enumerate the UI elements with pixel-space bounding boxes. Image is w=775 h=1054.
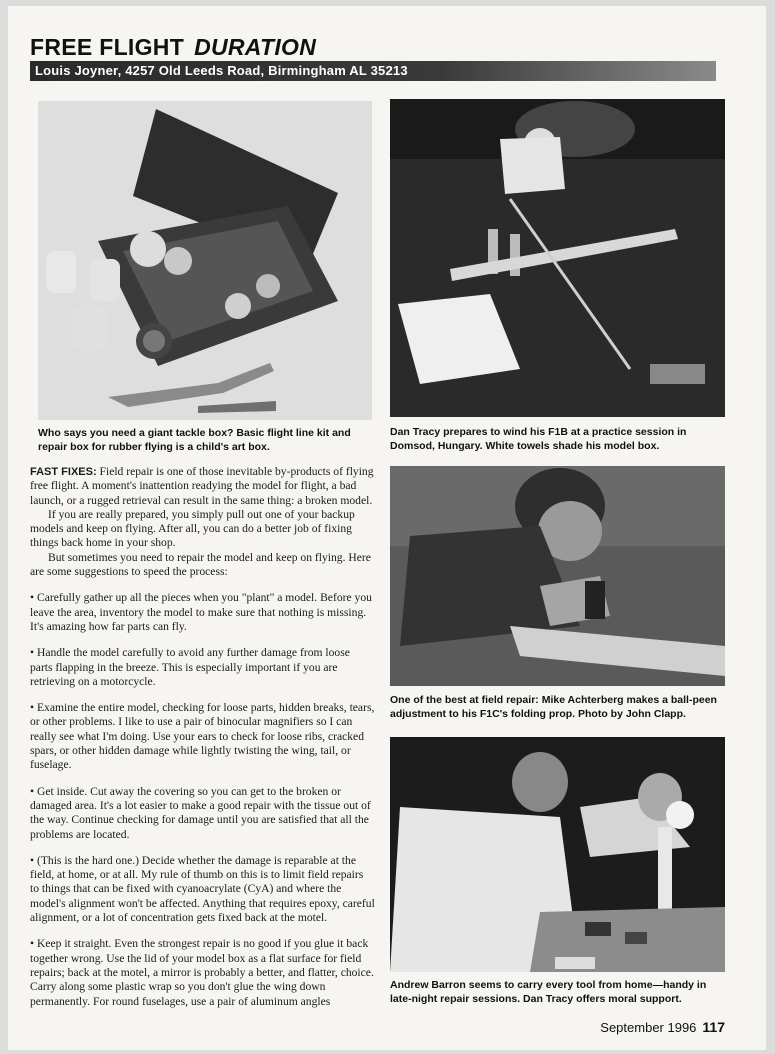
paragraph-intro (30, 465, 375, 508)
author-bar (30, 61, 716, 81)
bullet-handle-carefully: • Handle the model carefully to avoid any further damage from loose parts flapping in the breeze. This is especially important if you are retrieving on a motorcycle. (30, 646, 350, 688)
photo-tackle-box (38, 101, 372, 420)
photo-dan-tracy (390, 99, 725, 417)
page-number: 117 (702, 1019, 725, 1035)
paragraph-suggestions: But sometimes you need to repair the model and keep on flying. Here are some suggestions to speed the process: (30, 550, 371, 579)
bullet-get-inside: • Get inside. Cut away the covering so you can get to the broken or damaged area. It's a lot easier to make a good repair with the tissue out of the way. Continue checking for damage until you are satisfied that all the problems are located. (30, 784, 371, 841)
page-footer (600, 1019, 725, 1035)
paragraph-intro-text: Field repair is one of those inevitable by-products of flying free flight. A moment's inattention readying the model for flight, a bad launch, or a rugged retrieval can result in the same thing: a broken model. (30, 465, 374, 507)
title-main: FREE FLIGHT (30, 34, 185, 60)
title-accent: DURATION (194, 34, 317, 60)
bullet-keep-straight: • Keep it straight. Even the strongest repair is no good if you glue it back together wrong. Use the lid of your model box as a flat surface for field repairs; back at the motel, a mirror is probably a better, and flatter, choice. Carry along some plastic wrap so you don't glue the wing down permanently. For round fuselages, use a pair of aluminum angles (30, 937, 374, 1008)
caption-tackle-box: Who says you need a giant tackle box? Basic flight line kit and repair box for rubber flying is a child's art box. (38, 427, 351, 453)
author-line: Louis Joyner, 4257 Old Leeds Road, Birmingham AL 35213 (35, 63, 408, 78)
caption-mike-achterberg: One of the best at field repair: Mike Achterberg makes a ball-peen adjustment to his F1C's folding prop. Photo by John Clapp. (390, 694, 717, 720)
caption-andrew-barron: Andrew Barron seems to carry every tool from home—handy in late-night repair sessions. Dan Tracy offers moral support. (390, 979, 707, 1005)
article-body (30, 465, 375, 1009)
caption-dan-tracy: Dan Tracy prepares to wind his F1B at a practice session in Domsod, Hungary. White towels shade his model box. (390, 426, 687, 452)
bullet-decide-reparable: • (This is the hard one.) Decide whether the damage is reparable at the field, at home, or at all. My rule of thumb on this is to limit field repairs to things that can be fixed with cyanoacrylate (CyA) and where the model's alignment won't be affected. Anything that requires epoxy, careful alignment, or a lot of concentration gets fixed back at the motel. (30, 853, 375, 925)
bullet-gather-pieces: • Carefully gather up all the pieces when you "plant" a model. Before you leave the area, inventory the model to make sure that nothing is missing. It's amazing how far parts can fly. (30, 591, 372, 633)
paragraph-backup: If you are really prepared, you simply pull out one of your backup models and keep on flying. After all, you can do a better job of fixing things back home in your shop. (30, 507, 355, 550)
photo-mike-achterberg (390, 466, 725, 686)
photo-andrew-barron (390, 737, 725, 972)
lead-in: FAST FIXES: (30, 466, 97, 478)
column-title (30, 34, 316, 61)
bullet-examine-model: • Examine the entire model, checking for loose parts, hidden breaks, tears, or other problems. I like to use a pair of binocular magnifiers so I can really see what I'm doing. Use your ears to check for loose ribs, cracked spars, or other hidden damage while lightly twisting the wing, tail, or fuselage. (30, 701, 375, 772)
issue-date: September 1996 (600, 1020, 697, 1035)
